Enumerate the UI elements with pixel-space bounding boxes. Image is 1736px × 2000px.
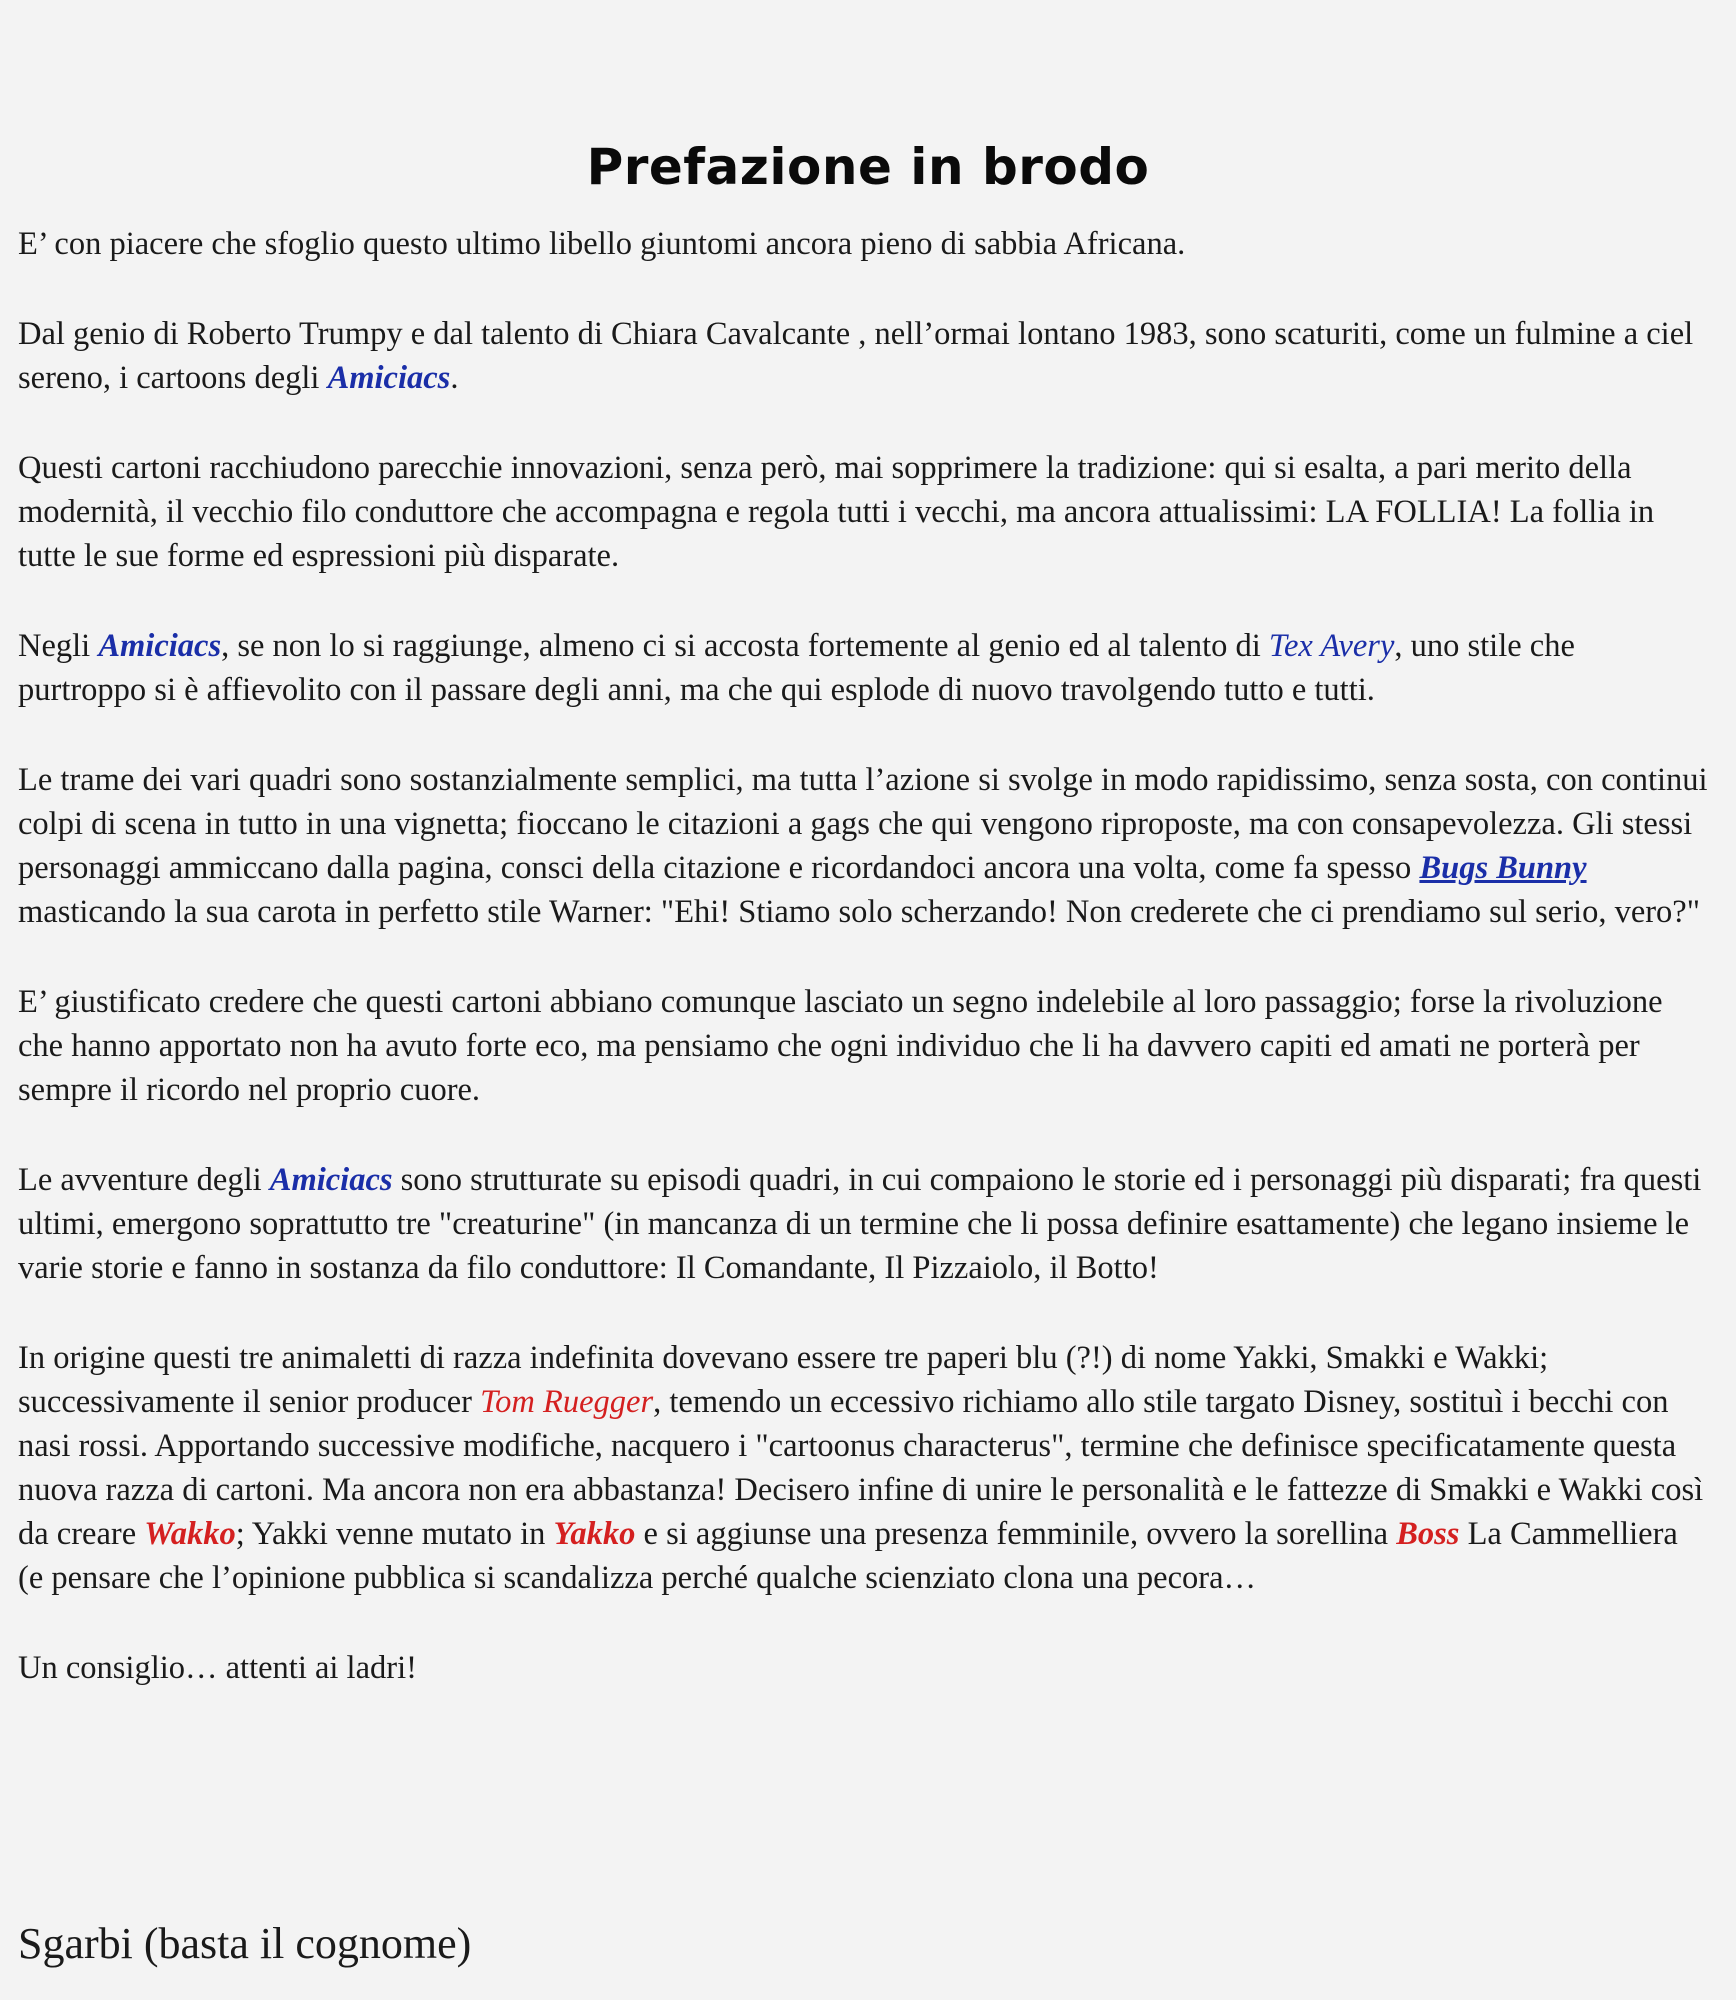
- tom-ruegger-name: Tom Ruegger: [480, 1384, 654, 1420]
- paragraph-plots: [18, 758, 1710, 934]
- paragraph-origin: [18, 312, 1710, 400]
- bugs-bunny-link[interactable]: Bugs Bunny: [1419, 850, 1587, 886]
- paragraph-structure: [18, 1158, 1710, 1290]
- text-segment: , se non lo si raggiunge, almeno ci si accosta fortemente al genio ed al talento di: [221, 628, 1269, 664]
- paragraph-legacy: E’ giustificato credere che questi cartoni abbiano comunque lasciato un segno indelebile al loro passaggio; forse la rivoluzione che hanno apportato non ha avuto forte eco, ma pensiamo che ogni individuo che li ha davvero capiti ed amati ne porterà per sempre il ricordo nel proprio cuore.: [18, 984, 1663, 1108]
- text-segment: , uno stile che purtroppo si è affievolito con il passare degli anni, ma che qui esplode di nuovo travolgendo tutto e tutti.: [18, 628, 1575, 708]
- paragraph-advice: Un consiglio… attenti ai ladri!: [18, 1650, 417, 1686]
- paragraph-innovation: Questi cartoni racchiudono parecchie innovazioni, senza però, mai sopprimere la tradizione: qui si esalta, a pari merito della modernità, il vecchio filo conduttore che accompagna e regola tutti i vecchi, ma ancora attualissimi: LA FOLLIA! La follia in tutte le sue forme ed espressioni più disparate.: [18, 450, 1655, 574]
- boss-name: Boss: [1396, 1516, 1460, 1552]
- tex-avery-name: Tex Avery: [1268, 628, 1395, 664]
- article-body: [18, 222, 1710, 1736]
- paragraph-tex-avery: [18, 624, 1710, 712]
- page-title: Prefazione in brodo: [586, 137, 1150, 196]
- amiciacs-name: Amiciacs: [98, 628, 222, 664]
- text-segment: .: [450, 360, 459, 396]
- text-segment: ; Yakki venne mutato in: [235, 1516, 554, 1552]
- amiciacs-name: Amiciacs: [327, 360, 451, 396]
- signature: Sgarbi (basta il cognome): [18, 1919, 472, 1968]
- text-segment: La Cammelliera (e pensare che l’opinione pubblica si scandalizza perché qualche scienziato clona una pecora…: [18, 1516, 1678, 1596]
- yakko-name: Yakko: [553, 1516, 636, 1552]
- amiciacs-name: Amiciacs: [269, 1162, 393, 1198]
- wakko-name: Wakko: [144, 1516, 236, 1552]
- text-segment: , temendo un eccessivo richiamo allo stile targato Disney, sostituì i becchi con nasi rossi. Apportando successive modifiche, nacquero i "cartoonus characterus", termine che definisce specificatamente questa nuova razza di cartoni. Ma ancora non era abbastanza! Decisero infine di unire le personalità e le fattezze di Smakki e Wakki così da creare: [18, 1384, 1704, 1552]
- text-segment: Negli: [18, 628, 99, 664]
- paragraph-history: [18, 1336, 1710, 1600]
- text-segment: Le avventure degli: [18, 1162, 270, 1198]
- text-segment: masticando la sua carota in perfetto stile Warner: "Ehi! Stiamo solo scherzando! Non crederete che ci prendiamo sul serio, vero?": [18, 894, 1701, 930]
- text-segment: Le trame dei vari quadri sono sostanzialmente semplici, ma tutta l’azione si svolge in modo rapidissimo, senza sosta, con continui colpi di scena in tutto in una vignetta; fioccano le citazioni a gags che qui vengono riproposte, ma con consapevolezza. Gli stessi personaggi ammiccano dalla pagina, consci della citazione e ricordandoci ancora una volta, come fa spesso: [18, 762, 1708, 886]
- text-segment: In origine questi tre animaletti di razza indefinita dovevano essere tre paperi blu (?!) di nome Yakki, Smakki e Wakki; successivamente il senior producer: [18, 1340, 1549, 1420]
- text-segment: sono strutturate su episodi quadri, in cui compaiono le storie ed i personaggi più disparati; fra questi ultimi, emergono soprattutto tre "creaturine" (in mancanza di un termine che li possa definire esattamente) che legano insieme le varie storie e fanno in sostanza da filo conduttore: Il Comandante, Il Pizzaiolo, il Botto!: [18, 1162, 1702, 1286]
- text-segment: e si aggiunse una presenza femminile, ovvero la sorellina: [635, 1516, 1397, 1552]
- text-segment: Dal genio di Roberto Trumpy e dal talento di Chiara Cavalcante , nell’ormai lontano 1983, sono scaturiti, come un fulmine a ciel sereno, i cartoons degli: [18, 316, 1694, 396]
- paragraph-intro: E’ con piacere che sfoglio questo ultimo libello giuntomi ancora pieno di sabbia Africana.: [18, 226, 1186, 262]
